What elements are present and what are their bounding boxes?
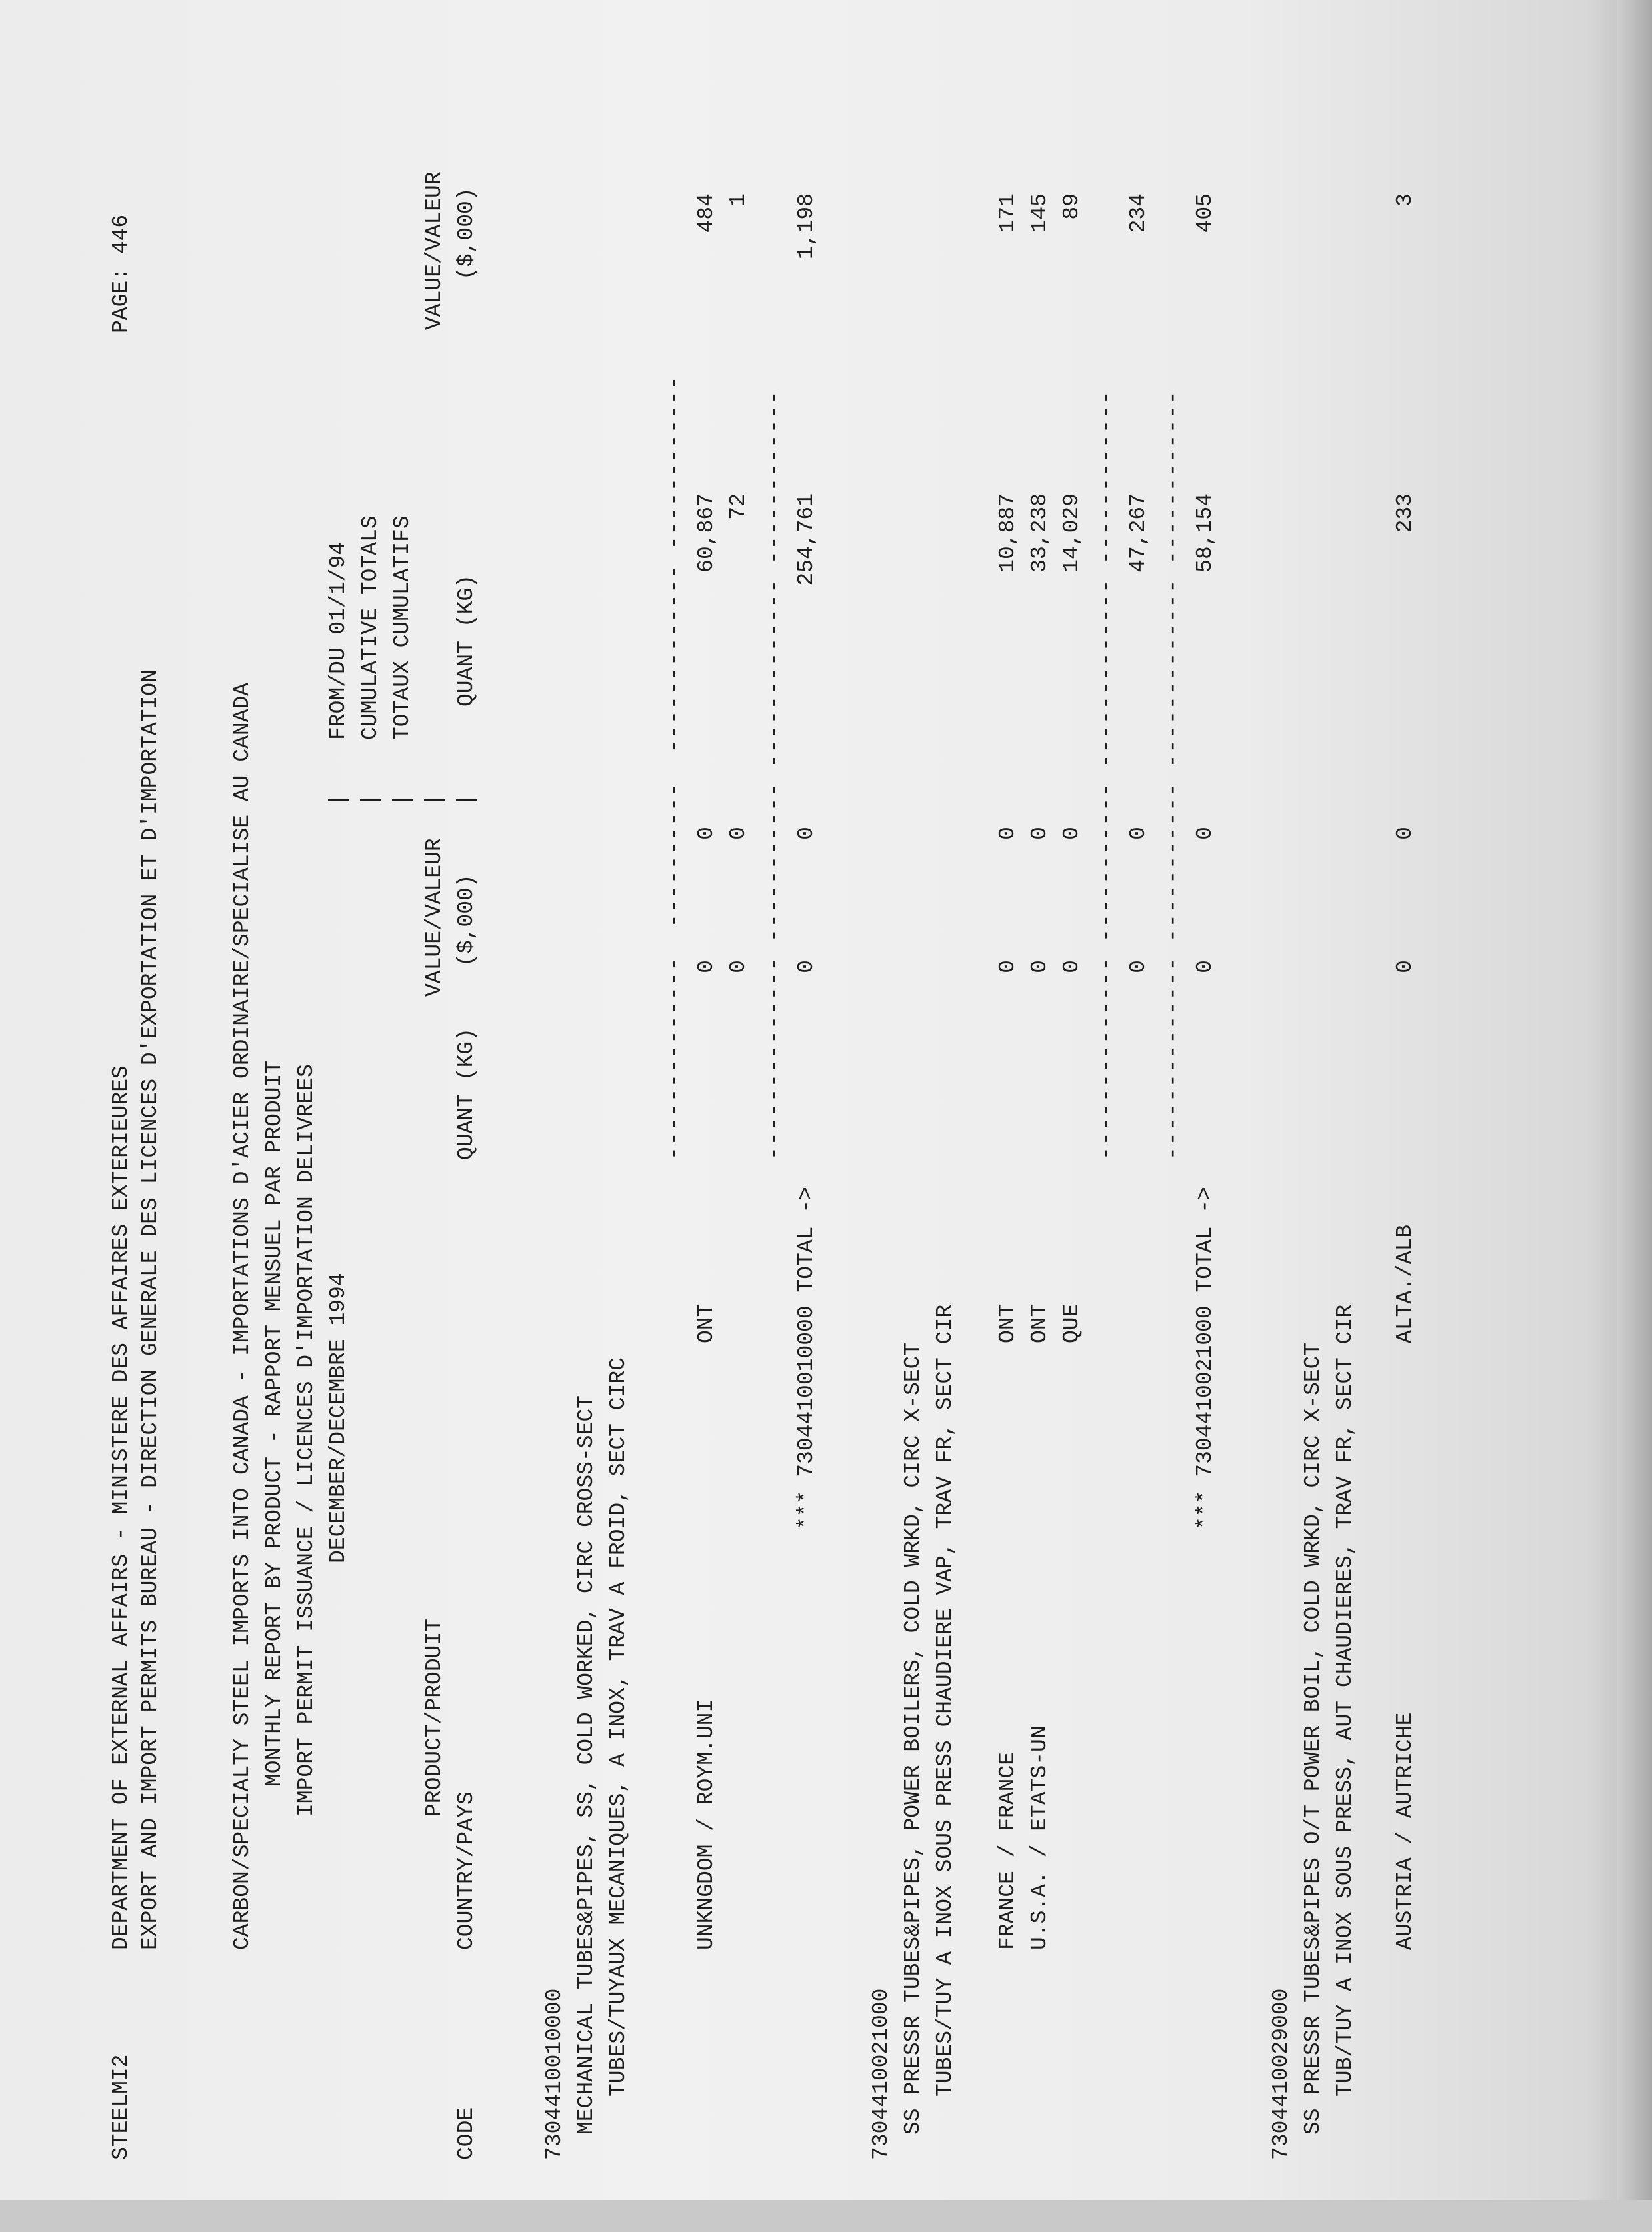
rotated-report [80,160,1613,2160]
section-code: 7304410010000 [542,1988,567,2160]
table-row: FRANCE / FRANCE ONT 0 0 10,887 171 [995,193,1020,1950]
table-row: QUE 0 0 14,029 89 [1059,193,1084,1343]
column-header-row-1: PRODUCT/PRODUIT VALUE/VALEUR | VALUE/VALEUR [420,160,449,2160]
section-desc-en: SS PRESSR TUBES&PIPES, POWER BOILERS, COLD WRKD, CIRC X-SECT [901,1342,925,2135]
separator-line: -------------- ----------- ------------- ------------ [1161,389,1185,1160]
table-row: AUSTRIA / AUTRICHE ALTA./ALB 0 0 233 3 [1393,193,1417,1950]
col-value: VALUE/VALEUR [422,838,447,997]
page-shadow-edge [1617,0,1652,2232]
report-id: STEELMI2 [109,2054,133,2160]
table-row: U.S.A. / ETATS-UN ONT 0 0 33,238 145 [1027,193,1052,1950]
report-title-3: IMPORT PERMIT ISSUANCE / LICENCES D'IMPORTATION DELIVREES [294,1064,319,1817]
col-cum-quant: QUANT (KG) [454,574,479,707]
section-desc-en: MECHANICAL TUBES&PIPES, SS, COLD WORKED, CIRC CROSS-SECT [574,1395,599,2135]
department-title: DEPARTMENT OF EXTERNAL AFFAIRS - MINISTERE DES AFFAIRES EXTERIEURES [109,1065,133,1950]
section-desc-en: SS PRESSR TUBES&PIPES O/T POWER BOIL, COLD WRKD, CIRC X-SECT [1301,1342,1325,2135]
bureau-title: EXPORT AND IMPORT PERMITS BUREAU - DIRECTION GENERALE DES LICENCES D'EXPORTATION ET D'IMPORTATION [138,669,163,1950]
table-row: UNKNGDOM / ROYM.UNI ONT 0 0 60,867 484 [694,193,719,1950]
subtotal-row: 0 0 47,267 234 [1126,193,1151,973]
report-title-1: CARBON/SPECIALTY STEEL IMPORTS INTO CANADA - IMPORTATIONS D'ACIER ORDINAIRE/SPECIALISE AU CANADA [230,682,255,1950]
col-code: CODE [454,2107,479,2160]
col-value-unit: ($,000) [454,874,479,967]
col-cum-value-unit: ($,000) [454,187,479,280]
header-line-1 [107,160,136,2160]
col-product: PRODUCT/PRODUIT [422,1618,447,1817]
report-title-2: MONTHLY REPORT BY PRODUCT - RAPPORT MENSUEL PAR PRODUIT [262,1060,287,1787]
separator-line: -------------- ----------- ------------- ------------ [762,389,787,1160]
separator-line: -------------- ---------- ------------- ------------ [662,375,687,1160]
section-code: 7304410029000 [1269,1988,1293,2160]
separator-line: -------------- ----------- ------------- ------------ [1094,389,1119,1160]
section-desc-fr: TUBES/TUYAUX MECANIQUES, A INOX, TRAV A FROID, SECT CIRC [606,1357,631,2097]
section-code: 7304410021000 [869,1988,893,2160]
section-desc-fr: TUBES/TUY A INOX SOUS PRESS CHAUDIERE VAP, TRAV FR, SECT CIR [933,1304,957,2097]
page-bottom-edge [0,2200,1652,2232]
column-header-row-2: CODE COUNTRY/PAYS QUANT (KG) ($,000) | QUANT (KG) ($,000) [452,160,481,2160]
section-desc-fr: TUB/TUY A INOX SOUS PRESS, AUT CHAUDIERES, TRAV FR, SECT CIR [1333,1304,1357,2097]
cumulative-label-2: | TOTAUX CUMULATIFS [390,515,415,807]
header-line-2 [136,160,165,2160]
report-period: DECEMBER/DECEMBRE 1994 | FROM/DU 01/1/94 [324,160,353,2160]
col-cum-value: VALUE/VALEUR [422,171,447,330]
cumulative-label-1: | CUMULATIVE TOTALS [358,515,383,807]
col-country: COUNTRY/PAYS [454,1791,479,1950]
col-quant: QUANT (KG) [454,1027,479,1160]
total-row: *** 7304410021000 TOTAL -> 0 0 58,154 405 [1193,193,1217,1530]
table-row: 0 0 72 1 [726,193,751,973]
cumulative-from: FROM/DU 01/1/94 [326,541,351,740]
total-row: *** 7304410010000 TOTAL -> 0 0 254,761 1,198 [794,193,819,1530]
page-number: PAGE: 446 [109,214,133,333]
